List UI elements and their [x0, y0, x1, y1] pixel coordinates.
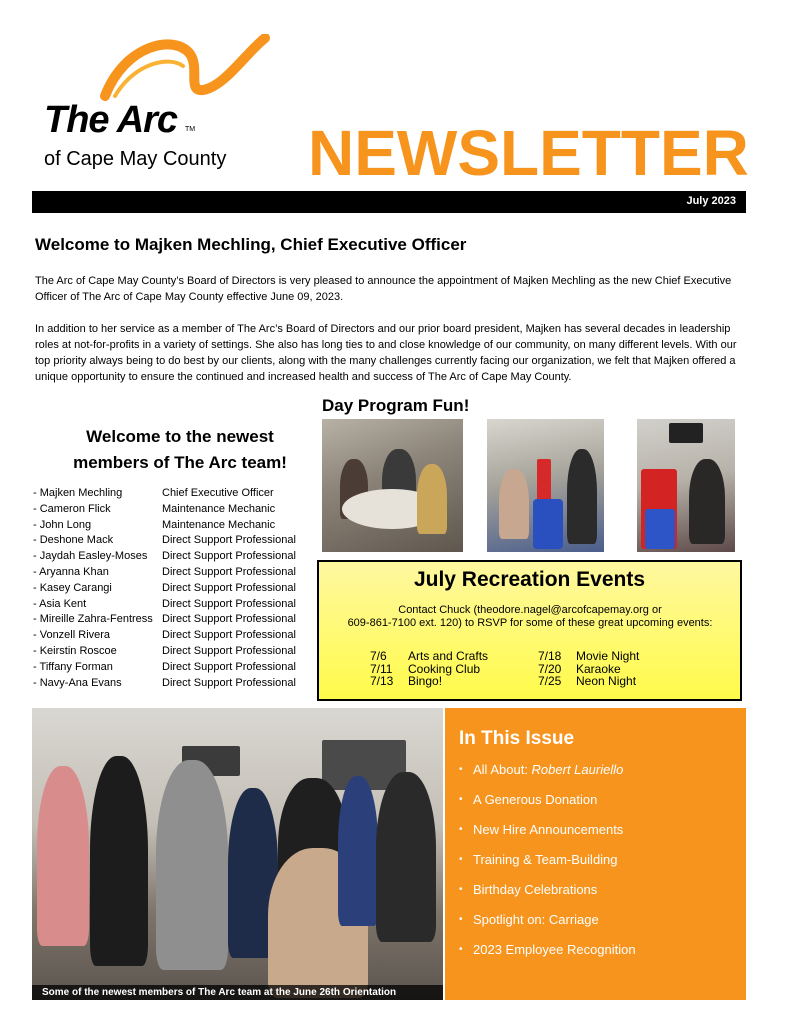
event-name: Cooking Club: [408, 661, 481, 676]
team-member-name: - Majken Mechling: [33, 487, 123, 499]
team-member-name: - Vonzell Rivera: [33, 629, 111, 642]
event-name: Bingo!: [408, 674, 443, 689]
newsletter-title: NEWSLETTER: [308, 117, 749, 189]
new-team-list: [33, 486, 296, 691]
day-program-heading: Day Program Fun!: [322, 396, 470, 415]
event-date: 7/13: [370, 674, 394, 689]
team-member-row: [33, 676, 296, 692]
in-this-issue-list: [459, 762, 636, 972]
bullet-icon: •: [459, 914, 463, 925]
event-row: [370, 650, 488, 663]
event-name: Arts and Crafts: [408, 649, 489, 663]
team-member-name: - Tiffany Forman: [33, 660, 113, 673]
issue-item: [459, 852, 636, 882]
new-team-heading: [52, 424, 308, 476]
issue-date: July 2023: [686, 195, 736, 207]
event-date: 7/18: [538, 649, 562, 663]
issue-item-label: 2023 Employee Recognition: [473, 942, 636, 957]
team-member-role: Direct Support Professional: [162, 629, 296, 642]
team-member-name: - Keirstin Roscoe: [33, 644, 117, 657]
bullet-icon: •: [459, 854, 463, 865]
issue-item: [459, 942, 636, 972]
orientation-team-photo: [32, 708, 443, 1000]
bullet-icon: •: [459, 944, 463, 955]
events-column-right: [538, 650, 639, 688]
logo-subtitle: of Cape May County: [44, 148, 227, 170]
event-name: Karaoke: [576, 661, 621, 676]
event-date: 7/6: [370, 649, 387, 663]
team-member-role: Chief Executive Officer: [162, 487, 274, 499]
team-member-name: - Cameron Flick: [33, 502, 111, 515]
team-photo-caption: Some of the newest members of The Arc team at the June 26th Orientation: [32, 985, 443, 1000]
issue-item: [459, 822, 636, 852]
contact-line-2: 609-861-7100 ext. 120) to RSVP for some of these great upcoming events:: [347, 617, 713, 629]
team-member-role: Direct Support Professional: [162, 597, 296, 610]
event-date: 7/11: [370, 661, 393, 676]
in-this-issue-box: [445, 708, 746, 1000]
bullet-icon: •: [459, 794, 463, 805]
team-member-row: [33, 502, 296, 518]
team-member-name: - Aryanna Khan: [33, 565, 109, 578]
in-this-issue-title: In This Issue: [459, 728, 575, 749]
team-member-row: [33, 612, 296, 628]
issue-item: [459, 912, 636, 942]
event-row: [538, 675, 639, 688]
logo-trademark: TM: [185, 126, 196, 133]
team-member-row: [33, 533, 296, 549]
event-date: 7/20: [538, 661, 562, 676]
team-member-role: Direct Support Professional: [162, 613, 296, 626]
issue-item-label: Birthday Celebrations: [473, 882, 598, 897]
issue-item-prefix: All About:: [473, 762, 532, 777]
team-member-row: [33, 597, 296, 613]
team-member-row: [33, 486, 296, 502]
issue-item-label: Training & Team-Building: [473, 852, 618, 867]
team-member-row: [33, 565, 296, 581]
issue-item: [459, 762, 636, 792]
team-member-row: [33, 581, 296, 597]
issue-item-highlight: Robert Lauriello: [531, 762, 624, 777]
welcome-paragraph-2: In addition to her service as a member of The Arc’s Board of Directors and our prior board president, Majken has several decades in leadership roles at not-for-profits in a variety of settings. She also has long ties to and close knowledge of our community, on many different levels. With our top priority always being to do best by our clients, along with the many challenges currently facing our organization, we felt that Majken offered a unique opportunity to ensure the continued and increased health and success of The Arc of Cape May County.: [35, 323, 737, 383]
team-member-row: [33, 518, 296, 534]
day-program-photo-3: [637, 419, 735, 552]
team-member-role: Maintenance Mechanic: [162, 502, 276, 515]
new-team-heading-line-2: members of The Arc team!: [73, 453, 287, 472]
team-member-name: - Navy-Ana Evans: [33, 676, 122, 689]
bullet-icon: •: [459, 824, 463, 835]
team-member-name: - John Long: [33, 518, 92, 531]
team-member-row: [33, 660, 296, 676]
issue-item-label: Spotlight on: Carriage: [473, 912, 599, 927]
event-name: Neon Night: [576, 674, 637, 689]
team-member-name: - Mireille Zahra-Fentress: [33, 613, 153, 626]
recreation-events-title: July Recreation Events: [413, 568, 646, 591]
events-column-left: [370, 650, 488, 688]
issue-item: [459, 792, 636, 822]
day-program-photo-1: [322, 419, 463, 552]
new-team-heading-line-1: Welcome to the newest: [86, 427, 274, 446]
team-member-name: - Asia Kent: [33, 597, 87, 610]
bullet-icon: •: [459, 884, 463, 895]
team-member-role: Direct Support Professional: [162, 565, 296, 578]
event-date: 7/25: [538, 674, 562, 689]
welcome-heading: Welcome to Majken Mechling, Chief Executive Officer: [35, 235, 467, 254]
day-program-photo-2: [487, 419, 604, 552]
team-member-role: Direct Support Professional: [162, 550, 296, 563]
team-member-row: [33, 644, 296, 660]
team-member-role: Direct Support Professional: [162, 644, 296, 657]
logo-title: The Arc: [44, 99, 178, 141]
event-name: Movie Night: [576, 649, 640, 663]
contact-line-1: Contact Chuck (theodore.nagel@arcofcapemay.org or: [398, 604, 662, 616]
team-member-role: Direct Support Professional: [162, 660, 296, 673]
issue-item-label: New Hire Announcements: [473, 822, 624, 837]
team-member-role: Direct Support Professional: [162, 676, 296, 689]
team-member-name: - Kasey Carangi: [33, 581, 112, 594]
team-member-row: [33, 549, 296, 565]
team-member-name: - Deshone Mack: [33, 534, 114, 547]
welcome-paragraph-1: The Arc of Cape May County’s Board of Directors is very pleased to announce the appointment of Majken Mechling as the new Chief Executive Officer of The Arc of Cape May County effective June 09, 2023.: [35, 275, 732, 303]
team-member-role: Maintenance Mechanic: [162, 518, 276, 531]
date-bar: [32, 191, 746, 213]
team-member-role: Direct Support Professional: [162, 581, 296, 594]
bullet-icon: •: [459, 764, 463, 775]
issue-item-label: A Generous Donation: [473, 792, 598, 807]
issue-item: [459, 882, 636, 912]
team-member-role: Direct Support Professional: [162, 534, 296, 547]
team-member-row: [33, 628, 296, 644]
recreation-events-box: [317, 560, 742, 701]
event-row: [370, 675, 488, 688]
team-member-name: - Jaydah Easley-Moses: [33, 550, 148, 563]
event-row: [538, 650, 639, 663]
recreation-events-contact: [325, 604, 735, 630]
